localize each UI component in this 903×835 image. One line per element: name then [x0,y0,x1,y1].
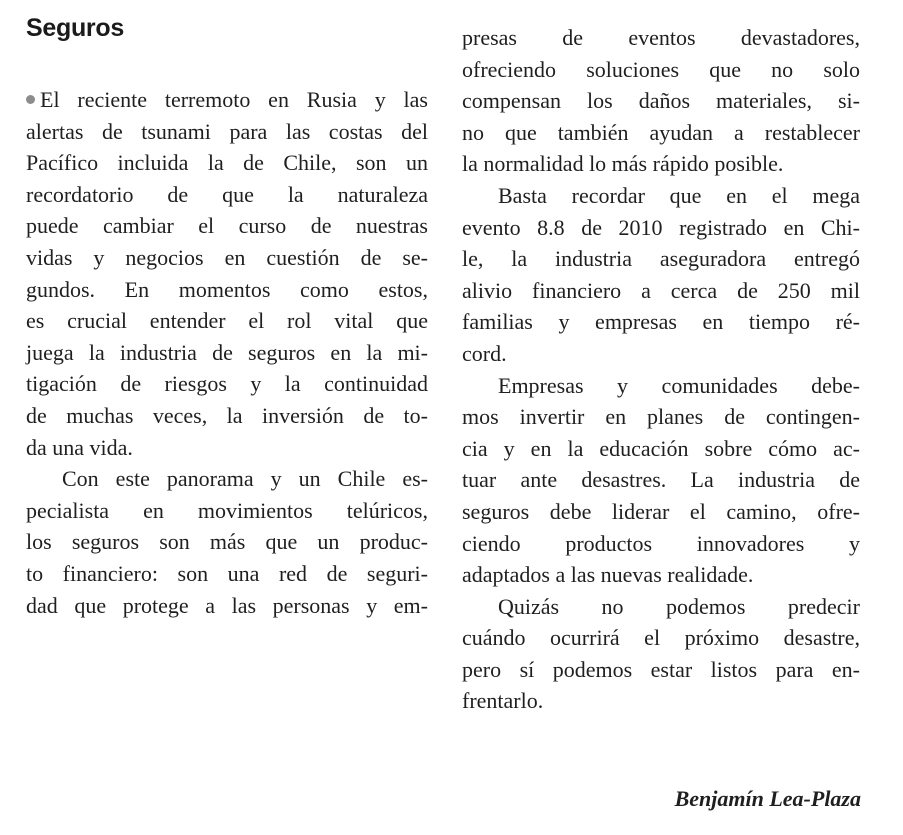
text-line [462,243,860,275]
text-line-content: familias y empresas en tiempo ré- [462,309,860,335]
text-line [462,54,860,86]
text-line [26,463,428,495]
text-line-content: to financiero: son una red de seguri- [26,560,428,586]
text-line [26,432,428,464]
text-line-content: juega la industria de seguros en la mi- [26,339,428,365]
text-line-content: es crucial entender el rol vital que [26,308,428,334]
text-line [462,464,860,496]
text-line [26,526,428,558]
text-line [462,622,860,654]
text-line [462,22,860,54]
text-line [26,305,428,337]
text-line [462,212,860,244]
text-line [462,433,860,465]
text-line-content: seguros debe liderar el camino, ofre- [462,498,860,524]
text-line [26,368,428,400]
article-headline: Seguros [26,14,124,42]
text-line [26,590,428,622]
text-line-content: recordatorio de que la naturaleza [26,181,428,207]
text-line-content: El reciente terremoto en Rusia y las [40,87,428,112]
text-line-content: Pacífico incluida la de Chile, son un [26,150,428,176]
text-line-content: no que también ayudan a restablecer [462,119,860,145]
bullet-icon [26,95,35,104]
text-line [462,528,860,560]
text-line-content: evento 8.8 de 2010 registrado en Chi- [462,214,860,240]
text-line [26,495,428,527]
text-line [462,685,860,717]
text-line-content: da una vida. [26,434,133,460]
text-line [26,400,428,432]
text-line [462,401,860,433]
text-line [462,338,860,370]
text-line [462,370,860,402]
right-column [462,22,860,717]
text-line [26,242,428,274]
text-line-content: Quizás no podemos predecir [498,593,860,619]
text-line [26,337,428,369]
text-line-content: presas de eventos devastadores, [462,25,860,50]
text-line-content: cia y en la educación sobre cómo ac- [462,435,860,461]
text-line [462,496,860,528]
text-line-content: puede cambiar el curso de nuestras [26,213,428,239]
text-line-content: cord. [462,340,507,366]
text-line-content: tigación de riesgos y la continuidad [26,371,428,397]
text-line [26,179,428,211]
text-line [462,306,860,338]
text-line-content: cuándo ocurrirá el próximo desastre, [462,625,860,651]
text-line-content: frentarlo. [462,688,544,714]
text-line [462,591,860,623]
text-line-content: pecialista en movimientos telúricos, [26,497,428,523]
author-byline: Benjamín Lea-Plaza [674,786,861,811]
text-line-content: los seguros son más que un produc- [26,529,428,555]
text-line [26,274,428,306]
text-line [26,147,428,179]
text-line [462,275,860,307]
text-line [26,558,428,590]
text-line-content: de muchas veces, la inversión de to- [26,402,428,428]
left-column [26,84,428,621]
text-line-content: mos invertir en planes de contingen- [462,404,860,430]
text-line-content: ofreciendo soluciones que no solo [462,56,860,82]
text-line-content: Empresas y comunidades debe- [498,372,860,398]
text-line [462,85,860,117]
text-line-content: alivio financiero a cerca de 250 mil [462,277,860,303]
text-line-content: Basta recordar que en el mega [498,182,860,208]
text-line [26,210,428,242]
text-line-content: Con este panorama y un Chile es- [62,466,428,492]
text-line [462,654,860,686]
text-line [462,117,860,149]
text-line-content: le, la industria aseguradora entregó [462,246,860,272]
text-line-content: ciendo productos innovadores y [462,530,860,556]
text-line-content: vidas y negocios en cuestión de se- [26,244,428,270]
text-line [462,148,860,180]
text-line [462,559,860,591]
text-line-content: dad que protege a las personas y em- [26,592,428,618]
text-line [26,84,428,116]
text-line-content: pero sí podemos estar listos para en- [462,656,860,682]
text-line-content: compensan los daños materiales, si- [462,88,860,114]
text-line [462,180,860,212]
text-line-content: alertas de tsunami para las costas del [26,118,428,144]
text-line-content: gundos. En momentos como estos, [26,276,428,302]
text-line [26,116,428,148]
text-line-content: adaptados a las nuevas realidade. [462,562,754,588]
text-line-content: la normalidad lo más rápido posible. [462,151,784,177]
text-line-content: tuar ante desastres. La industria de [462,467,860,493]
